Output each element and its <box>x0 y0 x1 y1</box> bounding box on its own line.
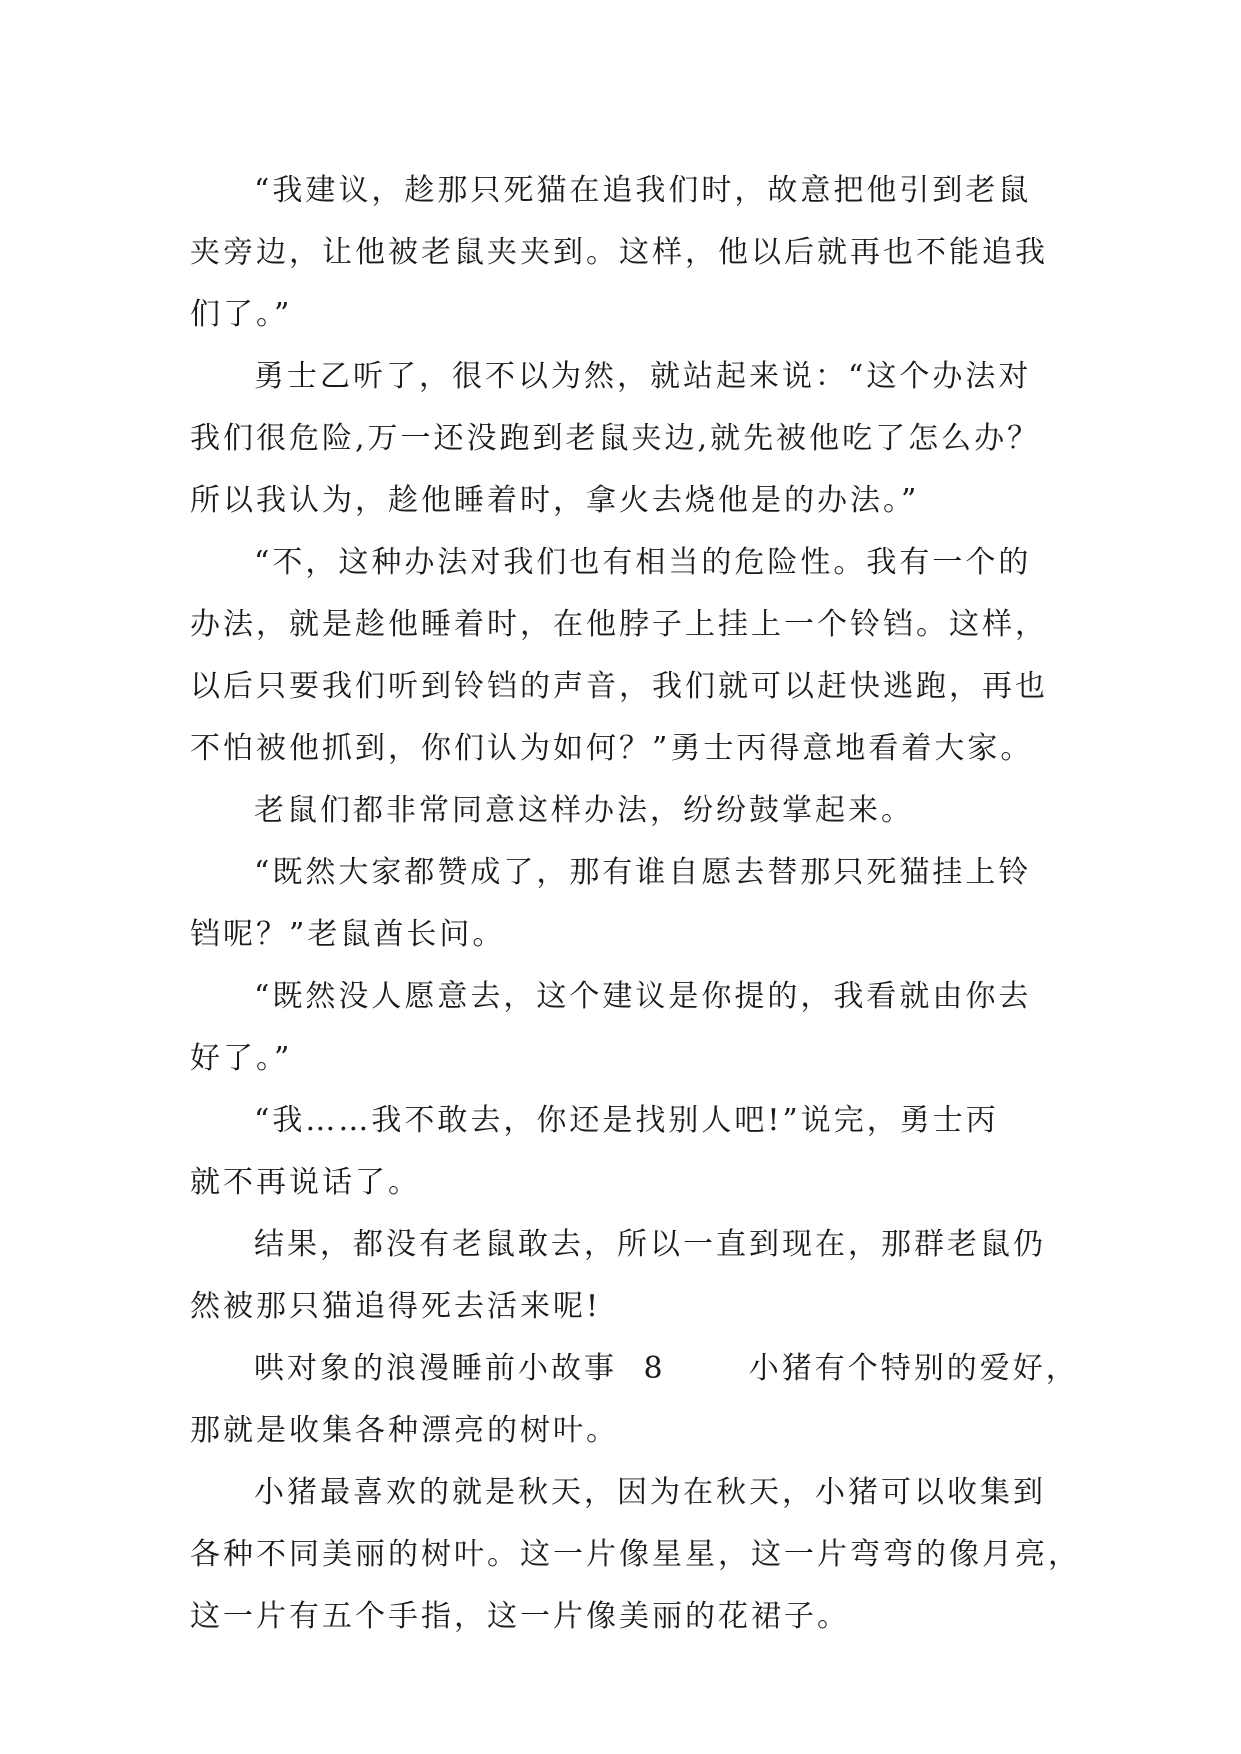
story-title: 哄对象的浪漫睡前小故事 <box>254 1351 617 1386</box>
story-number: 8 <box>643 1351 666 1386</box>
text-line: “不，这种办法对我们也有相当的危险性。我有一个的 <box>254 545 1032 580</box>
text-line: “我……我不敢去，你还是找别人吧!”说完，勇士丙 <box>254 1103 999 1138</box>
text-line: 就不再说话了。 <box>190 1165 421 1200</box>
story-heading-line <box>190 1338 1079 1400</box>
text-line: 结果，都没有老鼠敢去，所以一直到现在，那群老鼠仍 <box>254 1227 1046 1262</box>
text-line: 各种不同美丽的树叶。这一片像星星，这一片弯弯的像月亮， <box>190 1537 1081 1572</box>
text-line: 们了。” <box>190 297 293 332</box>
text-line: 办法，就是趁他睡着时，在他脖子上挂上一个铃铛。这样， <box>190 607 1048 642</box>
text-line: 这一片有五个手指，这一片像美丽的花裙子。 <box>190 1599 850 1634</box>
document-body <box>190 160 1081 1648</box>
text-line: 铛呢？”老鼠酋长问。 <box>190 917 506 952</box>
text-line: 夹旁边，让他被老鼠夹夹到。这样，他以后就再也不能追我 <box>190 235 1048 270</box>
text-line: 老鼠们都非常同意这样办法，纷纷鼓掌起来。 <box>254 793 914 828</box>
text-line: “我建议，趁那只死猫在追我们时，故意把他引到老鼠 <box>254 173 1032 208</box>
text-line: 然被那只猫追得死去活来呢! <box>190 1289 602 1324</box>
story-first-line: 小猪有个特别的爱好， <box>748 1351 1079 1386</box>
text-line: 好了。” <box>190 1041 293 1076</box>
text-line: “既然没人愿意去，这个建议是你提的，我看就由你去 <box>254 979 1032 1014</box>
text-line: 我们很危险,万一还没跑到老鼠夹边,就先被他吃了怎么办？ <box>190 421 1041 456</box>
text-line: 小猪最喜欢的就是秋天，因为在秋天，小猪可以收集到 <box>254 1475 1046 1510</box>
text-line: 所以我认为，趁他睡着时，拿火去烧他是的办法。” <box>190 483 920 518</box>
text-line: “既然大家都赞成了，那有谁自愿去替那只死猫挂上铃 <box>254 855 1032 890</box>
text-line: 不怕被他抓到，你们认为如何？”勇士丙得意地看着大家。 <box>190 731 1034 766</box>
text-line: 以后只要我们听到铃铛的声音，我们就可以赶快逃跑，再也 <box>190 669 1048 704</box>
text-line: 那就是收集各种漂亮的树叶。 <box>190 1413 619 1448</box>
text-line: 勇士乙听了，很不以为然，就站起来说：“这个办法对 <box>254 359 1032 394</box>
